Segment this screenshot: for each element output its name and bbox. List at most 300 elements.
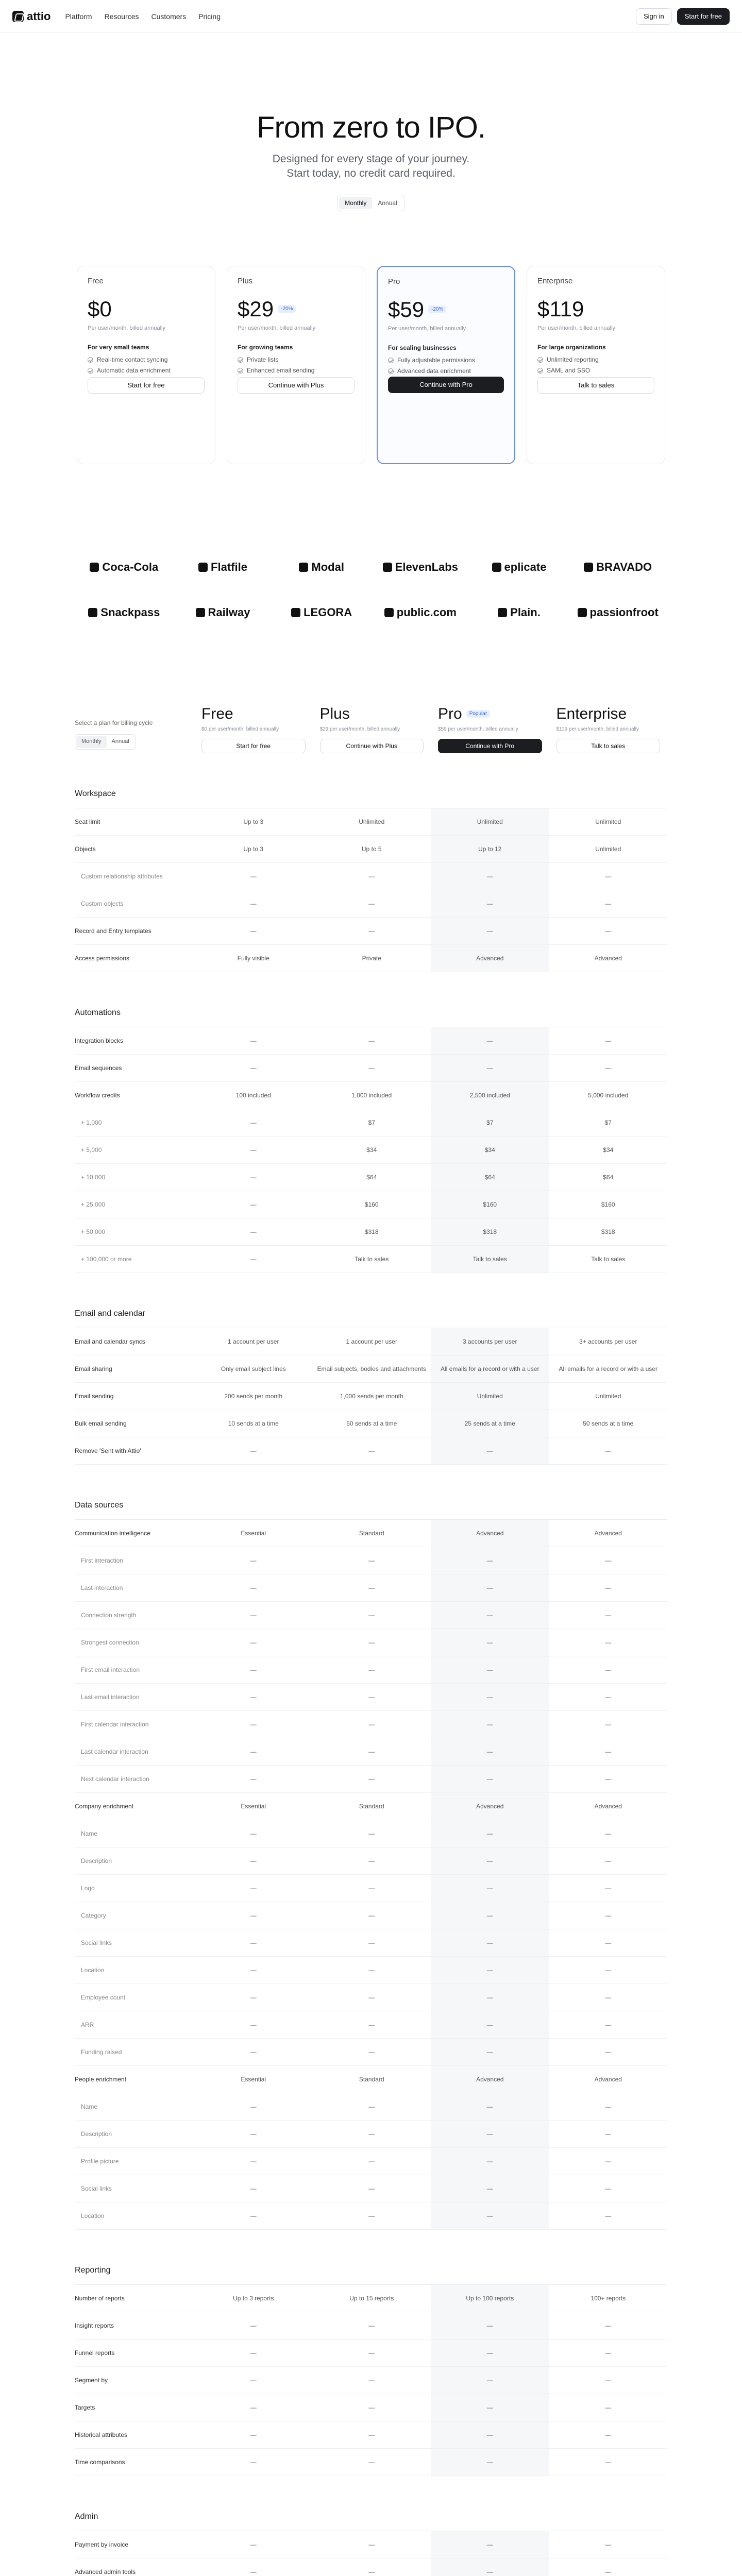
check-icon (238, 368, 243, 374)
cell-value: — (431, 1929, 549, 1956)
table-row (75, 2093, 667, 2121)
table-row (75, 2449, 667, 2476)
cell-value: 10 sends at a time (228, 1419, 279, 1427)
comparison-table (0, 789, 742, 2576)
logo-icon (299, 563, 308, 572)
cell-value: — (250, 2321, 257, 2329)
nav-platform[interactable]: Platform (65, 12, 92, 21)
cell-value: — (605, 2321, 612, 2329)
cell-value: — (250, 1584, 257, 1591)
plan-price (388, 297, 504, 322)
cell-value: — (431, 2449, 549, 2476)
row-label: Advanced admin tools (75, 2568, 136, 2575)
logo-name: Plain. (510, 605, 541, 619)
cell-value: 1 account per user (346, 1337, 397, 1345)
check-icon (537, 368, 543, 374)
row-label: Payment by invoice (75, 2540, 129, 2548)
cell-value: — (368, 1638, 375, 1646)
row-label: Custom objects (81, 900, 124, 907)
compare-cta-button[interactable]: Continue with Pro (438, 739, 542, 753)
plan-cta-button[interactable]: Continue with Pro (388, 377, 504, 393)
plan-cards (0, 266, 742, 464)
cell-value: — (605, 872, 612, 880)
signin-button[interactable]: Sign in (636, 8, 672, 25)
row-label: Strongest connection (81, 1638, 139, 1646)
table-row (75, 1218, 667, 1246)
row-label: Remove 'Sent with Attio' (75, 1447, 141, 1454)
table-row (75, 1164, 667, 1191)
cell-value: 5,000 included (588, 1091, 629, 1099)
customer-logo (75, 602, 174, 623)
section-reporting (75, 2266, 667, 2476)
row-label: + 1,000 (81, 1118, 102, 1126)
logo-icon (383, 563, 392, 572)
nav-resources[interactable]: Resources (104, 12, 139, 21)
feature-label: Real-time contact syncing (97, 356, 168, 364)
compare-plan-free (194, 705, 313, 753)
cell-value: 100+ reports (591, 2294, 626, 2302)
row-label: Email sequences (75, 1064, 122, 1072)
billing-note: Select a plan for billing cycle (75, 719, 153, 726)
compare-annual[interactable]: Annual (111, 738, 129, 745)
cell-value: — (605, 1556, 612, 1564)
nav-links (65, 12, 221, 21)
cell-value: — (431, 1902, 549, 1929)
table-row (75, 1410, 667, 1437)
row-label: Time comparisons (75, 2458, 125, 2466)
cell-value: — (605, 1720, 612, 1728)
row-label: Social links (81, 2184, 112, 2192)
brand-logo[interactable]: attio (12, 10, 50, 23)
plan-tagline: For scaling businesses (388, 344, 457, 352)
feature-label: Private lists (247, 356, 279, 364)
cell-value: — (250, 1447, 257, 1454)
discount-badge: -20% (428, 306, 446, 313)
cell-value: — (250, 2130, 257, 2138)
cell-value: 50 sends at a time (346, 1419, 397, 1427)
cell-value: — (431, 1875, 549, 1902)
page-title: From zero to IPO. (257, 111, 485, 144)
feature-item (388, 367, 504, 375)
cell-value: — (605, 2130, 612, 2138)
customer-logo (174, 602, 273, 623)
cell-value: — (431, 2340, 549, 2366)
cell-value: — (431, 2421, 549, 2448)
table-row (75, 1820, 667, 1848)
plan-label: Enterprise (556, 705, 627, 722)
cell-value: — (605, 1447, 612, 1454)
feature-label: Automatic data enrichment (97, 367, 171, 375)
cell-value: — (431, 1984, 549, 2011)
cell-value: Only email subject lines (221, 1365, 286, 1372)
cell-value: Up to 12 (431, 836, 549, 862)
cell-value: — (431, 1820, 549, 1847)
cell-value: $7 (431, 1109, 549, 1136)
cell-value: Advanced (594, 954, 622, 962)
cell-value: — (605, 1857, 612, 1865)
row-label: Description (81, 2130, 112, 2138)
row-label: Next calendar interaction (81, 1775, 149, 1783)
logo-name: passionfroot (589, 605, 659, 619)
row-label: Email and calendar syncs (75, 1337, 145, 1345)
cell-value: $318 (431, 1218, 549, 1245)
table-row (75, 2394, 667, 2421)
customer-logo (568, 602, 667, 623)
cell-value: — (605, 2212, 612, 2219)
price-value: $59 (388, 297, 425, 321)
plan-cta-button[interactable]: Continue with Plus (238, 377, 355, 394)
section-title: Email and calendar (75, 1309, 667, 1328)
cell-value: — (250, 1146, 257, 1154)
plan-label: Free (201, 705, 233, 722)
table-row (75, 890, 667, 918)
cell-value: — (250, 2157, 257, 2165)
cell-value: — (250, 1748, 257, 1755)
customer-logo (75, 557, 174, 578)
logo-name: Railway (208, 605, 250, 619)
feature-label: SAML and SSO (547, 367, 591, 375)
cell-value: — (250, 1666, 257, 1673)
table-row (75, 1109, 667, 1137)
row-label: Description (81, 1857, 112, 1865)
cell-value: — (368, 1775, 375, 1783)
row-label: Segment by (75, 2376, 108, 2384)
cell-value: — (431, 2039, 549, 2065)
logo-icon (291, 608, 300, 617)
cell-value: — (368, 2321, 375, 2329)
table-row (75, 836, 667, 863)
cell-value: $160 (431, 1191, 549, 1218)
table-row (75, 2558, 667, 2576)
price-note: Per user/month, billed annually (388, 325, 466, 332)
cell-value: — (368, 1911, 375, 1919)
logo-name: Snackpass (100, 605, 160, 619)
row-label: Communication intelligence (75, 1529, 150, 1537)
compare-plan-name (201, 705, 306, 723)
row-label: + 5,000 (81, 1146, 102, 1154)
cell-value: 1,000 included (351, 1091, 392, 1099)
cell-value: — (605, 927, 612, 935)
logo-name: BRAVADO (596, 560, 652, 573)
cell-value: — (250, 1064, 257, 1072)
cell-value: — (250, 2376, 257, 2384)
cell-value: — (431, 890, 549, 917)
logo-name: Flatfile (211, 560, 247, 573)
compare-plan-name (556, 705, 661, 723)
billing-annual[interactable]: Annual (378, 199, 397, 207)
plan-card-free (77, 266, 215, 464)
cell-value: — (368, 1939, 375, 1946)
cell-value: Unlimited (595, 845, 621, 853)
cell-value: Talk to sales (355, 1255, 389, 1263)
compare-billing-toggle (75, 734, 136, 749)
cell-value: — (368, 1666, 375, 1673)
logo-icon (584, 563, 593, 572)
plan-card-enterprise (527, 266, 665, 464)
cell-value: — (605, 1993, 612, 2001)
section-title: Workspace (75, 789, 667, 808)
logo-icon (384, 608, 394, 617)
cell-value: Up to 3 reports (233, 2294, 274, 2302)
cell-value: — (250, 1966, 257, 1974)
logo-icon (578, 608, 587, 617)
cell-value: — (368, 2403, 375, 2411)
attio-logo-icon (12, 11, 24, 22)
cell-value: — (605, 1939, 612, 1946)
compare-cta-button[interactable]: Talk to sales (556, 739, 661, 753)
row-label: Last email interaction (81, 1693, 140, 1701)
table-row (75, 2285, 667, 2312)
plan-tagline: For very small teams (88, 344, 149, 351)
logo-icon (196, 608, 205, 617)
cell-value: 25 sends at a time (431, 1410, 549, 1437)
cell-value: — (605, 1693, 612, 1701)
customer-logo (470, 557, 569, 578)
logo-icon (90, 563, 99, 572)
cell-value: — (368, 2048, 375, 2056)
cell-value: — (431, 1738, 549, 1765)
cell-value: — (250, 1939, 257, 1946)
feature-item (388, 357, 504, 364)
cell-value: — (431, 1437, 549, 1464)
row-label: Employee count (81, 1993, 126, 2001)
section-title: Reporting (75, 2266, 667, 2285)
cell-value: Advanced (431, 1520, 549, 1547)
cell-value: — (431, 1027, 549, 1054)
row-label: People enrichment (75, 2075, 127, 2083)
check-icon (88, 357, 93, 363)
section-automations (75, 1008, 667, 1273)
row-label: Email sharing (75, 1365, 112, 1372)
customer-logo (371, 557, 470, 578)
row-label: Record and Entry templates (75, 927, 151, 935)
customer-logo (272, 557, 371, 578)
row-label: Custom relationship attributes (81, 872, 163, 880)
cell-value: — (605, 2349, 612, 2357)
cell-value: Standard (359, 2075, 384, 2083)
row-label: Insight reports (75, 2321, 114, 2329)
cell-value: Essential (241, 1529, 266, 1537)
table-row (75, 1684, 667, 1711)
table-row (75, 1082, 667, 1109)
feature-label: Fully adjustable permissions (397, 357, 475, 364)
row-label: Name (81, 1829, 98, 1837)
feature-label: Enhanced email sending (247, 367, 315, 375)
cell-value: — (431, 2394, 549, 2421)
cell-value: — (605, 2403, 612, 2411)
cell-value: — (250, 1228, 257, 1235)
table-row (75, 2367, 667, 2394)
cell-value: — (250, 1693, 257, 1701)
cell-value: 2,500 included (431, 1082, 549, 1109)
cell-value: — (250, 1638, 257, 1646)
table-row (75, 1957, 667, 1984)
check-icon (88, 368, 93, 374)
table-row (75, 1738, 667, 1766)
feature-item (238, 356, 355, 363)
row-label: First calendar interaction (81, 1720, 149, 1728)
cell-value: — (368, 2568, 375, 2575)
start-free-button[interactable]: Start for free (677, 8, 730, 25)
cell-value: $160 (364, 1200, 379, 1208)
cell-value: — (368, 2212, 375, 2219)
row-label: Last interaction (81, 1584, 123, 1591)
plan-price (537, 297, 654, 321)
cell-value: — (368, 1720, 375, 1728)
cell-value: — (250, 2103, 257, 2110)
table-row (75, 2039, 667, 2066)
popular-badge: Popular (466, 710, 490, 718)
cell-value: — (368, 2431, 375, 2438)
plan-price (88, 297, 205, 321)
cell-value: 1,000 sends per month (340, 1392, 403, 1400)
row-label: Logo (81, 1884, 95, 1892)
cell-value: — (431, 1602, 549, 1629)
cell-value: — (368, 1447, 375, 1454)
customer-logo (272, 602, 371, 623)
table-row (75, 2066, 667, 2093)
cell-value: — (368, 1064, 375, 1072)
cell-value: — (368, 1693, 375, 1701)
row-label: Bulk email sending (75, 1419, 127, 1427)
cell-value: 3+ accounts per user (579, 1337, 637, 1345)
table-row (75, 1246, 667, 1273)
cell-value: Unlimited (595, 818, 621, 825)
cell-value: 3 accounts per user (431, 1328, 549, 1355)
compare-cta-button[interactable]: Start for free (201, 739, 306, 753)
cell-value: Unlimited (431, 1383, 549, 1410)
cell-value: — (250, 2349, 257, 2357)
cell-value: — (250, 900, 257, 907)
cell-value: — (250, 1556, 257, 1564)
cell-value: — (368, 2184, 375, 2192)
compare-plan-pro (431, 705, 549, 753)
table-row (75, 1929, 667, 1957)
table-row (75, 1848, 667, 1875)
cell-value: Unlimited (431, 808, 549, 835)
nav-pricing[interactable]: Pricing (198, 12, 221, 21)
cell-value: — (431, 2121, 549, 2147)
cell-value: Talk to sales (591, 1255, 626, 1263)
cell-value: — (605, 2376, 612, 2384)
cell-value: — (250, 1775, 257, 1783)
logo-icon (492, 563, 501, 572)
cell-value: Fully visible (237, 954, 269, 962)
table-row (75, 1137, 667, 1164)
table-row (75, 2121, 667, 2148)
table-row (75, 1328, 667, 1355)
cell-value: — (605, 2021, 612, 2028)
cell-value: — (250, 1173, 257, 1181)
row-label: Category (81, 1911, 106, 1919)
check-icon (388, 368, 394, 374)
cell-value: Essential (241, 2075, 266, 2083)
cell-value: — (250, 2212, 257, 2219)
plan-cta-button[interactable]: Talk to sales (537, 377, 654, 394)
cell-value: — (368, 1611, 375, 1619)
cell-value: All emails for a record or with a user (431, 1355, 549, 1382)
discount-badge: -20% (278, 305, 296, 313)
cell-value: — (605, 1064, 612, 1072)
cell-value: — (368, 2130, 375, 2138)
cell-value: — (431, 2175, 549, 2202)
table-row (75, 1629, 667, 1656)
check-icon (537, 357, 543, 363)
billing-monthly[interactable]: Monthly (339, 197, 372, 209)
cell-value: Advanced (431, 1793, 549, 1820)
row-label: + 10,000 (81, 1173, 106, 1181)
cell-value: — (605, 2103, 612, 2110)
table-row (75, 1355, 667, 1383)
cell-value: — (431, 2202, 549, 2229)
price-value: $119 (537, 296, 584, 321)
top-nav (0, 0, 742, 33)
logo-name: Modal (311, 560, 344, 573)
table-row (75, 945, 667, 972)
plan-tagline: For large organizations (537, 344, 606, 351)
table-row (75, 1547, 667, 1574)
cell-value: $318 (364, 1228, 379, 1235)
cell-value: — (368, 1037, 375, 1044)
cell-value: 100 included (235, 1091, 271, 1099)
cell-value: — (250, 1829, 257, 1837)
cell-value: — (605, 2540, 612, 2548)
check-icon (238, 357, 243, 363)
row-label: Email sending (75, 1392, 114, 1400)
row-label: Connection strength (81, 1611, 137, 1619)
feature-label: Unlimited reporting (547, 356, 599, 364)
cell-value: Up to 3 (243, 845, 264, 853)
table-row (75, 1902, 667, 1929)
cell-value: Advanced (594, 1529, 622, 1537)
row-label: Funding raised (81, 2048, 122, 2056)
plan-cta-button[interactable]: Start for free (88, 377, 205, 394)
row-label: Social links (81, 1939, 112, 1946)
cell-value: — (368, 1829, 375, 1837)
logo-name: ElevenLabs (395, 560, 458, 573)
cell-value: $64 (366, 1173, 377, 1181)
cell-value: — (250, 2021, 257, 2028)
plan-name: Pro (388, 277, 400, 286)
nav-customers[interactable]: Customers (151, 12, 187, 21)
cell-value: — (368, 1857, 375, 1865)
customer-logo (470, 602, 569, 623)
compare-plan-enterprise (549, 705, 668, 753)
cell-value: — (431, 1711, 549, 1738)
compare-cta-button[interactable]: Continue with Plus (320, 739, 424, 753)
table-row (75, 1711, 667, 1738)
row-label: Company enrichment (75, 1802, 134, 1810)
compare-monthly[interactable]: Monthly (76, 736, 107, 748)
feature-item (537, 356, 654, 363)
section-title: Data sources (75, 1501, 667, 1520)
cell-value: Talk to sales (431, 1246, 549, 1273)
table-row (75, 2531, 667, 2558)
row-label: Integration blocks (75, 1037, 124, 1044)
row-label: Location (81, 2212, 105, 2219)
logo-name: LEGORA (303, 605, 352, 619)
billing-toggle (337, 195, 404, 211)
cell-value: — (431, 1574, 549, 1601)
table-row (75, 863, 667, 890)
cell-value: — (250, 2184, 257, 2192)
compare-plan-desc: $59 per user/month, billed annually (438, 726, 518, 732)
table-row (75, 1793, 667, 1820)
cell-value: $64 (603, 1173, 614, 1181)
cell-value: — (250, 1037, 257, 1044)
cell-value: — (605, 1638, 612, 1646)
row-label: Last calendar interaction (81, 1748, 148, 1755)
